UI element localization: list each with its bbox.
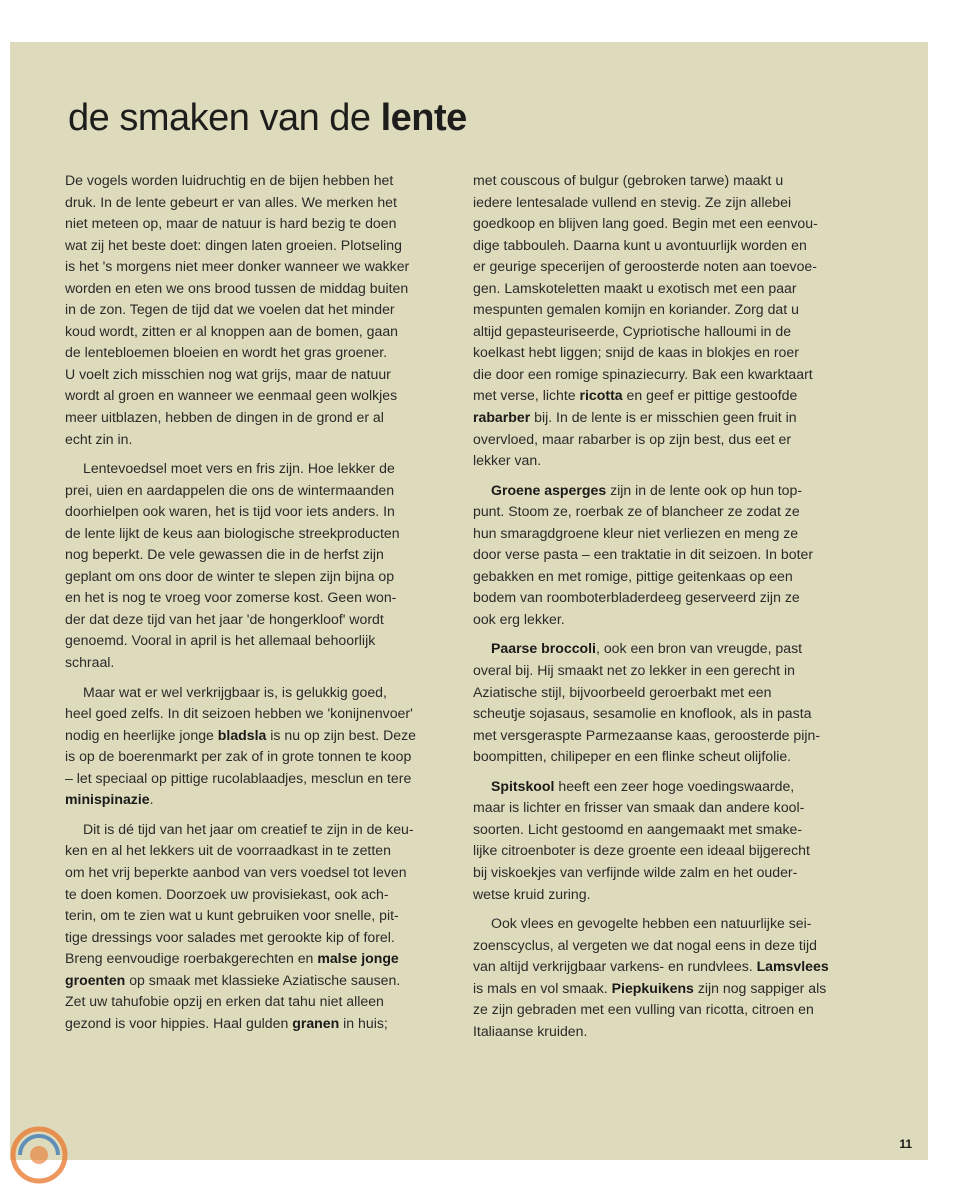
text-line xyxy=(65,342,457,364)
text-line xyxy=(473,278,865,300)
text-line xyxy=(473,587,865,609)
text-line xyxy=(473,935,865,957)
line-text: worden en eten we ons brood tussen de middag buiten xyxy=(65,279,409,296)
line-text: bij viskoekjes van verfijnde wilde zalm en het ouder- xyxy=(473,863,798,880)
page-number: 11 xyxy=(899,1137,912,1151)
text-line xyxy=(473,385,865,407)
line-text: is op de boerenmarkt per zak of in grote tonnen te koop xyxy=(65,748,412,765)
line-text: doorhielpen ook waren, het is tijd voor iets anders. In xyxy=(65,503,395,520)
line-text: nog beperkt. De vele gewassen die in de herfst zijn xyxy=(65,546,384,563)
line-text: soorten. Licht gestoomd en aangemaakt met smake- xyxy=(473,820,803,837)
text-line xyxy=(65,587,457,609)
text-line xyxy=(473,501,865,523)
text-line xyxy=(65,884,457,906)
page-title xyxy=(68,97,467,140)
text-line xyxy=(473,523,865,545)
line-text: met verse, lichte xyxy=(473,387,580,404)
text-line xyxy=(65,768,457,790)
text-line xyxy=(473,956,865,978)
text-line xyxy=(473,299,865,321)
text-line xyxy=(473,819,865,841)
text-line xyxy=(65,299,457,321)
line-text: boompitten, chilipeper en een flinke scheut olijfolie. xyxy=(473,748,792,765)
line-text: bodem van roomboterbladerdeeg geserveerd zijn ze xyxy=(473,589,800,606)
text-line xyxy=(473,682,865,704)
line-text: schraal. xyxy=(65,654,115,671)
left-text-column xyxy=(65,170,457,1034)
bold-ingredient: granen xyxy=(292,1014,340,1031)
line-text: druk. In de lente gebeurt er van alles. We merken het xyxy=(65,193,397,210)
line-text: Aziatische stijl, bijvoorbeeld geroerbakt met een xyxy=(473,683,772,700)
line-text: goedkoop en blijven lang goed. Begin met een eenvou- xyxy=(473,215,818,232)
line-text: koelkast hebt liggen; snijd de kaas in blokjes en roer xyxy=(473,344,799,361)
text-line xyxy=(65,364,457,386)
line-text: dige tabbouleh. Daarna kunt u avontuurlijk worden en xyxy=(473,236,807,253)
text-line xyxy=(65,948,457,970)
text-line xyxy=(65,480,457,502)
line-text: gebakken en met romige, pittige geitenkaas op een xyxy=(473,567,793,584)
bold-ingredient: minispinazie xyxy=(65,791,150,808)
text-line xyxy=(65,652,457,674)
line-text: om het vrij beperkte aanbod van vers voedsel tot leven xyxy=(65,863,407,880)
text-line xyxy=(65,385,457,407)
line-text-after: zijn nog sappiger als xyxy=(693,979,827,996)
line-text-after: en geef er pittige gestoofde xyxy=(622,387,798,404)
text-line xyxy=(473,703,865,725)
text-line xyxy=(65,725,457,747)
line-text: punt. Stoom ze, roerbak ze of blancheer ze zodat ze xyxy=(473,503,800,520)
text-line xyxy=(473,1021,865,1043)
line-text: overal bij. Hij smaakt net zo lekker in een gerecht in xyxy=(473,662,795,679)
line-text-after: bij. In de lente is er misschien geen fruit in xyxy=(530,409,797,426)
text-line xyxy=(65,682,457,704)
line-text: heel goed zelfs. In dit seizoen hebben we 'konijnenvoer' xyxy=(65,705,413,722)
line-text: geplant om ons door de winter te slepen zijn bijna op xyxy=(65,567,395,584)
text-line xyxy=(65,609,457,631)
text-line xyxy=(65,523,457,545)
bold-ingredient: groenten xyxy=(65,971,126,988)
right-text-column xyxy=(473,170,865,1042)
line-text-after: in huis; xyxy=(339,1014,388,1031)
text-line xyxy=(473,660,865,682)
line-text: Italiaanse kruiden. xyxy=(473,1022,588,1039)
line-text: Zet uw tahufobie opzij en erken dat tahu niet alleen xyxy=(65,993,384,1010)
text-line xyxy=(65,819,457,841)
line-text: U voelt zich misschien nog wat grijs, maar de natuur xyxy=(65,365,391,382)
text-line xyxy=(65,789,457,811)
line-text: Ook vlees en gevogelte hebben een natuurlijke sei- xyxy=(491,915,812,932)
line-text: ken en al het lekkers uit de voorraadkast in te zetten xyxy=(65,842,391,859)
text-line xyxy=(473,342,865,364)
text-line xyxy=(473,170,865,192)
line-text: ze zijn gebraden met een vulling van ricotta, citroen en xyxy=(473,1001,814,1018)
line-text: nodig en heerlijke jonge xyxy=(65,726,218,743)
line-text: is mals en vol smaak. xyxy=(473,979,612,996)
line-text: altijd gepasteuriseerde, Cypriotische halloumi in de xyxy=(473,322,792,339)
bold-ingredient: ricotta xyxy=(579,387,623,404)
text-line xyxy=(65,566,457,588)
text-line xyxy=(473,450,865,472)
bold-ingredient: malse jonge xyxy=(317,950,399,967)
text-line xyxy=(473,213,865,235)
text-line xyxy=(473,638,865,660)
line-text: niet meteen op, maar de natuur is hard bezig te doen xyxy=(65,215,397,232)
line-text: hun smaragdgroene kleur niet verliezen en meng ze xyxy=(473,524,799,541)
bold-ingredient: bladsla xyxy=(217,726,267,743)
line-text: wat zij het beste doet: dingen laten groeien. Plotseling xyxy=(65,236,402,253)
text-line xyxy=(473,840,865,862)
line-text: terin, om te zien wat u kunt gebruiken voor snelle, pit- xyxy=(65,907,399,924)
line-text: de lentebloemen bloeien en wordt het gras groener. xyxy=(65,344,388,361)
text-line xyxy=(65,256,457,278)
text-line xyxy=(473,913,865,935)
text-line xyxy=(473,978,865,1000)
text-line xyxy=(65,544,457,566)
text-line xyxy=(65,170,457,192)
text-line xyxy=(473,884,865,906)
line-text: tige dressings voor salades met gerookte kip of forel. xyxy=(65,928,395,945)
line-text-after: op smaak met klassieke Aziatische sausen. xyxy=(125,971,401,988)
text-line xyxy=(65,703,457,725)
line-text: in de zon. Tegen de tijd dat we voelen dat het minder xyxy=(65,301,395,318)
line-text: iedere lentesalade vullend en stevig. Ze zijn allebei xyxy=(473,193,792,210)
line-text: maar is lichter en frisser van smaak dan andere kool- xyxy=(473,799,805,816)
text-line xyxy=(65,991,457,1013)
paragraph-gap xyxy=(473,905,865,913)
text-line xyxy=(473,862,865,884)
bold-ingredient: Spitskool xyxy=(491,777,555,794)
line-text: gezond is voor hippies. Haal gulden xyxy=(65,1014,293,1031)
text-line xyxy=(65,429,457,451)
text-line xyxy=(65,235,457,257)
text-line xyxy=(65,192,457,214)
bold-ingredient: Lamsvlees xyxy=(756,958,829,975)
line-text: De vogels worden luidruchtig en de bijen hebben het xyxy=(65,172,394,188)
text-line xyxy=(473,235,865,257)
line-text-after: , ook een bron van vreugde, past xyxy=(595,640,803,657)
text-line xyxy=(65,905,457,927)
bold-ingredient: Piepkuikens xyxy=(611,979,694,996)
text-line xyxy=(65,840,457,862)
line-text: koud wordt, zitten er al knoppen aan de bomen, gaan xyxy=(65,322,398,339)
line-text: lijke citroenboter is deze groente een ideaal bijgerecht xyxy=(473,842,810,859)
line-text: Maar wat er wel verkrijgbaar is, is gelukkig goed, xyxy=(83,683,387,700)
line-text: en het is nog te vroeg voor zomerse kost. Geen won- xyxy=(65,589,397,606)
title-normal: de smaken van de xyxy=(68,97,381,139)
line-text: wordt al groen en wanneer we eenmaal geen wolkjes xyxy=(65,387,398,404)
text-line xyxy=(65,1013,457,1035)
line-text: mespunten gemalen komijn en koriander. Zorg dat u xyxy=(473,301,799,318)
line-text: gen. Lamskoteletten maakt u exotisch met een paar xyxy=(473,279,797,296)
line-text: wetse kruid zuring. xyxy=(473,885,591,902)
text-line xyxy=(65,927,457,949)
line-text: is het 's morgens niet meer donker wanneer we wakker xyxy=(65,258,410,275)
text-line xyxy=(473,776,865,798)
line-text: prei, uien en aardappelen die ons de wintermaanden xyxy=(65,481,395,498)
text-line xyxy=(65,213,457,235)
text-line xyxy=(65,862,457,884)
paragraph-gap xyxy=(65,674,457,682)
text-line xyxy=(473,746,865,768)
line-text-after: heeft een zeer hoge voedingswaarde, xyxy=(554,777,795,794)
book-page xyxy=(10,42,928,1160)
text-line xyxy=(473,256,865,278)
line-text: der dat deze tijd van het jaar 'de hongerkloof' wordt xyxy=(65,610,384,627)
line-text: echt zin in. xyxy=(65,430,133,447)
text-line xyxy=(65,278,457,300)
bold-ingredient: rabarber xyxy=(473,409,531,426)
title-bold: lente xyxy=(380,97,467,139)
line-text: de lente lijkt de keus aan biologische streekproducten xyxy=(65,524,400,541)
line-text-after: is nu op zijn best. Deze xyxy=(266,726,417,743)
bold-ingredient: Groene asperges xyxy=(491,481,607,498)
text-line xyxy=(473,321,865,343)
text-line xyxy=(473,429,865,451)
bol-logo-icon xyxy=(2,1118,76,1192)
text-line xyxy=(65,746,457,768)
line-text: lekker van. xyxy=(473,452,542,469)
text-line xyxy=(473,566,865,588)
text-line xyxy=(473,192,865,214)
line-text: te doen komen. Doorzoek uw provisiekast, ook ach- xyxy=(65,885,389,902)
text-line xyxy=(473,725,865,747)
text-line xyxy=(473,999,865,1021)
text-line xyxy=(473,609,865,631)
paragraph-gap xyxy=(473,630,865,638)
line-text: er geurige specerijen of geroosterde noten aan toevoe- xyxy=(473,258,817,275)
line-text: meer uitblazen, hebben de dingen in de grond er al xyxy=(65,409,384,426)
line-text: Dit is dé tijd van het jaar om creatief te zijn in de keu- xyxy=(83,820,414,837)
paragraph-gap xyxy=(65,811,457,819)
line-text: ook erg lekker. xyxy=(473,610,565,627)
line-text-after: . xyxy=(149,791,154,808)
line-text-after: zijn in de lente ook op hun top- xyxy=(606,481,803,498)
text-line xyxy=(65,501,457,523)
line-text: scheutje sojasaus, sesamolie en knoflook, als in pasta xyxy=(473,705,812,722)
text-line xyxy=(65,321,457,343)
text-line xyxy=(473,407,865,429)
text-line xyxy=(65,630,457,652)
paragraph-gap xyxy=(473,472,865,480)
line-text: Breng eenvoudige roerbakgerechten en xyxy=(65,950,318,967)
line-text: zoenscyclus, al vergeten we dat nogal eens in deze tijd xyxy=(473,936,817,953)
line-text: door verse pasta – een traktatie in dit seizoen. In boter xyxy=(473,546,814,563)
line-text: van altijd verkrijgbaar varkens- en rundvlees. xyxy=(473,958,757,975)
line-text: met versgeraspte Parmezaanse kaas, geroosterde pijn- xyxy=(473,726,821,743)
paragraph-gap xyxy=(65,450,457,458)
text-line xyxy=(65,407,457,429)
text-line xyxy=(65,458,457,480)
text-line xyxy=(473,544,865,566)
paragraph-gap xyxy=(473,768,865,776)
line-text: – let speciaal op pittige rucolablaadjes, mesclun en tere xyxy=(65,769,412,786)
text-line xyxy=(473,797,865,819)
line-text: genoemd. Vooral in april is het allemaal behoorlijk xyxy=(65,632,376,649)
line-text: overvloed, maar rabarber is op zijn best, dus eet er xyxy=(473,430,792,447)
bold-ingredient: Paarse broccoli xyxy=(491,640,596,657)
line-text: met couscous of bulgur (gebroken tarwe) maakt u xyxy=(473,172,784,188)
line-text: die door een romige spinaziecurry. Bak een kwarktaart xyxy=(473,365,813,382)
text-line xyxy=(65,970,457,992)
text-line xyxy=(473,480,865,502)
line-text: Lentevoedsel moet vers en fris zijn. Hoe lekker de xyxy=(83,460,395,477)
text-line xyxy=(473,364,865,386)
